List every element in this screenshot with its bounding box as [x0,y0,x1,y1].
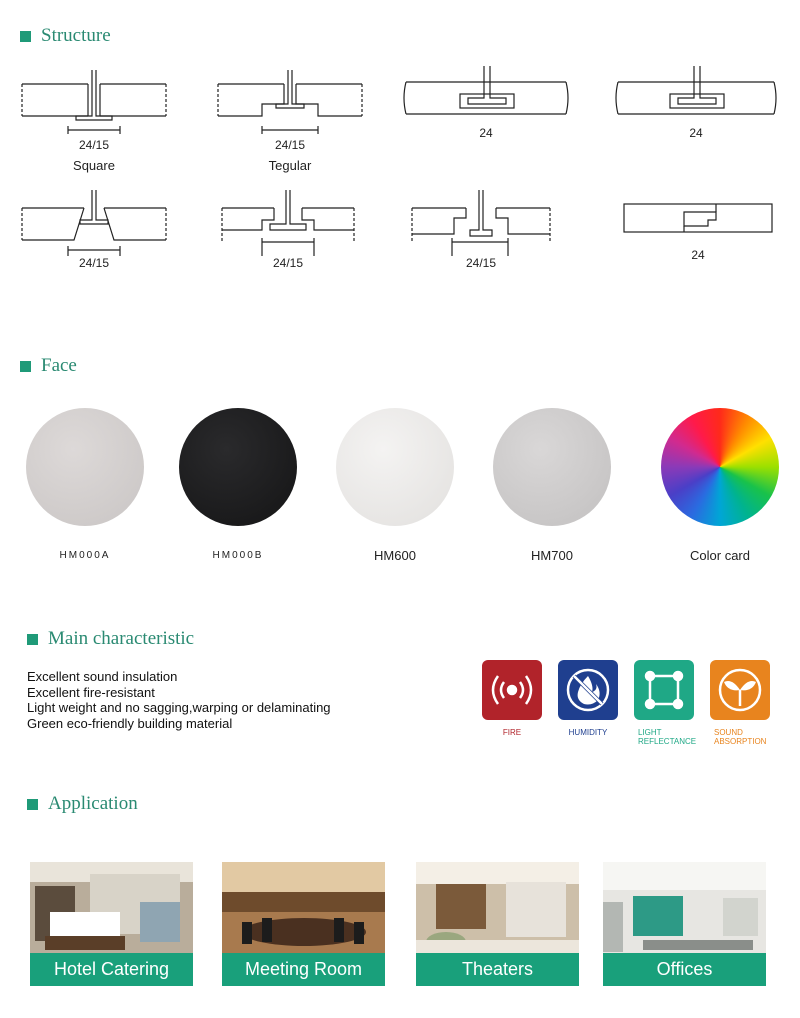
face-swatch-hm700 [493,408,611,526]
face-label: HM000A [59,550,111,561]
section-marker [27,799,38,810]
structure-heading [20,25,111,47]
list-item: Excellent fire-resistant [27,684,155,700]
structure-diagram-recessed [408,190,554,280]
face-heading [20,355,77,377]
structure-diagram-tegular [214,70,366,180]
feature-label: SOUND ABSORPTION [714,728,767,746]
face-swatch-hm000a [26,408,144,526]
section-marker [20,361,31,372]
section-marker [20,31,31,42]
face-label: HM000B [212,550,264,561]
application-label: Meeting Room [222,953,385,986]
application-label: Hotel Catering [30,953,193,986]
application-card-hotel [30,862,193,986]
characteristic-heading [27,628,194,650]
feature-label: LIGHT REFLECTANCE [638,728,697,746]
application-label: Offices [603,953,766,986]
application-title: Application [48,793,138,814]
structure-diagram-concealed-2 [614,62,778,152]
face-label: HM600 [374,548,416,563]
diagram-dim: 24/15 [465,256,497,270]
section-marker [27,634,38,645]
diagram-dim: 24 [689,126,703,140]
structure-diagram-square [18,70,170,180]
application-card-theaters [416,862,579,986]
face-label: Color card [690,548,750,563]
application-card-meeting-room [222,862,385,986]
application-label: Theaters [416,953,579,986]
feature-label: HUMIDITY [568,728,608,737]
diagram-label: Square [73,158,115,173]
face-title: Face [41,355,77,376]
list-item: Light weight and no sagging,warping or delaminating [27,700,331,715]
structure-diagram-bevel [18,190,170,280]
structure-diagram-shiplap [620,198,776,278]
application-card-offices [603,862,766,986]
application-heading [27,793,138,815]
feature-label: FIRE [502,728,522,737]
diagram-dim: 24/15 [272,256,304,270]
reflectance-icon [634,660,694,720]
face-swatch-color-card [661,408,779,526]
diagram-label: Tegular [268,158,312,173]
structure-diagram-step [218,190,358,280]
face-swatch-hm000b [179,408,297,526]
list-item: Green eco-friendly building material [27,715,233,731]
characteristic-list [27,669,331,731]
structure-title: Structure [41,25,111,46]
no-fire-icon [558,660,618,720]
diagram-dim: 24 [691,248,705,262]
characteristic-title: Main characteristic [48,628,195,649]
fire-alarm-icon [482,660,542,720]
sound-absorption-icon [710,660,770,720]
diagram-dim: 24/15 [78,138,110,152]
diagram-dim: 24/15 [78,256,110,270]
structure-diagram-concealed [402,62,570,152]
face-label: HM700 [531,548,573,563]
face-swatch-hm600 [336,408,454,526]
diagram-dim: 24/15 [274,138,306,152]
diagram-dim: 24 [479,126,493,140]
list-item: Excellent sound insulation [27,669,178,684]
